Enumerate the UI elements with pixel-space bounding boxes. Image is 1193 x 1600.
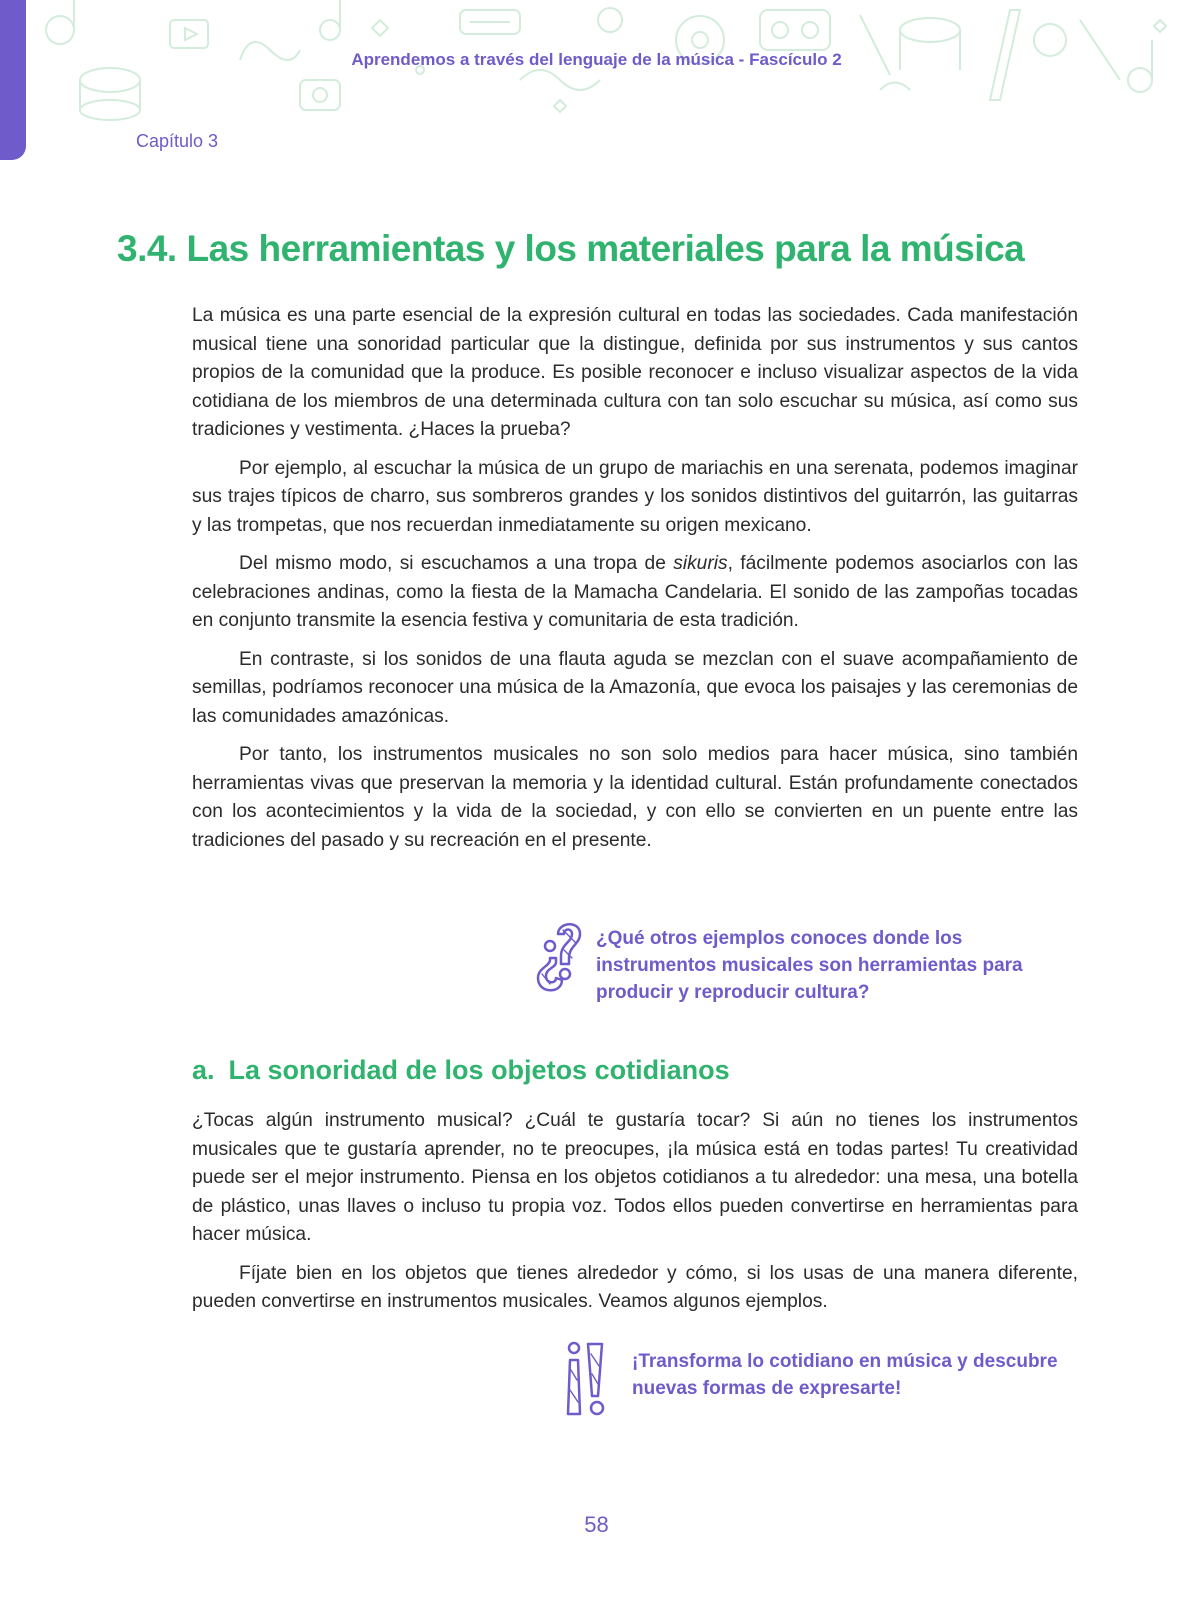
- running-head: Aprendemos a través del lenguaje de la música - Fascículo 2: [351, 50, 842, 69]
- paragraph: En contraste, si los sonidos de una flauta aguda se mezclan con el suave acompañamiento de semillas, podríamos reconocer una música de la Amazonía, que evoca los paisajes y las ceremonias de las comunidades amazónicas.: [192, 648, 1078, 727]
- subsection-title: La sonoridad de los objetos cotidianos: [228, 1055, 730, 1085]
- subsection-heading: [192, 1055, 730, 1086]
- italic-term: sikuris: [673, 553, 728, 574]
- paragraph: La música es una parte esencial de la expresión cultural en todas las sociedades. Cada manifestación musical tiene una sonoridad particular que la distingue, definida por sus instrumentos y sus cantos propios de la comunidad que la produce. Es posible reconocer e incluso visualizar aspectos de la vida cotidiana de los miembros de una determinada cultura con tan solo escuchar su música, así como sus tradiciones y vestimenta. ¿Haces la prueba?: [192, 305, 1078, 440]
- paragraph: Por ejemplo, al escuchar la música de un grupo de mariachis en una serenata, podemos imaginar sus trajes típicos de charro, sus sombreros grandes y los sonidos distintivos del guitarrón, las guitarras y las trompetas, que nos recuerdan inmediatamente su origen mexicano.: [192, 457, 1078, 536]
- section-body: [192, 302, 1078, 865]
- exclamation-callout: [564, 1340, 1062, 1420]
- subsection-letter: a.: [192, 1055, 215, 1085]
- question-marks-icon: [536, 918, 586, 1002]
- paragraph: Fíjate bien en los objetos que tienes alrededor y cómo, si los usas de una manera diferente, pueden convertirse en instrumentos musicales. Veamos algunos ejemplos.: [192, 1262, 1078, 1312]
- paragraph-text: , fácilmente podemos asociarlos con las celebraciones andinas, como la fiesta de la Mamacha Candelaria. El sonido de las zampoñas tocadas en conjunto transmite la esencia festiva y comunitaria de esta tradición.: [192, 553, 1078, 631]
- chapter-tab-marker: [0, 0, 26, 160]
- question-callout: [536, 918, 1046, 1006]
- reflection-question: ¿Qué otros ejemplos conoces donde los instrumentos musicales son herramientas para producir y reproducir cultura?: [596, 928, 1023, 1003]
- paragraph: [192, 550, 1078, 636]
- section-title: 3.4. Las herramientas y los materiales para la música: [117, 228, 1025, 269]
- paragraph: Por tanto, los instrumentos musicales no son solo medios para hacer música, sino también herramientas vivas que preservan la memoria y la identidad cultural. Están profundamente conectados con los acontecimientos y la vida de la sociedad, y con ello se convierten en un puente entre las tradiciones del pasado y su recreación en el presente.: [192, 744, 1078, 851]
- subsection-body: [192, 1107, 1078, 1327]
- exclamation-marks-icon: [564, 1340, 614, 1420]
- exclamation-text: ¡Transforma lo cotidiano en música y descubre nuevas formas de expresarte!: [632, 1351, 1058, 1399]
- page-number: 58: [584, 1512, 609, 1537]
- paragraph: ¿Tocas algún instrumento musical? ¿Cuál te gustaría tocar? Si aún no tienes los instrumentos musicales que te gustaría aprender, no te preocupes, ¡la música está en todas partes! Tu creatividad puede ser el mejor instrumento. Piensa en los objetos cotidianos a tu alrededor: una mesa, una botella de plástico, unas llaves o incluso tu propia voz. Todos ellos pueden convertirse en herramientas para hacer música.: [192, 1110, 1078, 1245]
- chapter-label: Capítulo 3: [136, 131, 219, 151]
- paragraph-text: Del mismo modo, si escuchamos a una tropa de: [239, 553, 674, 574]
